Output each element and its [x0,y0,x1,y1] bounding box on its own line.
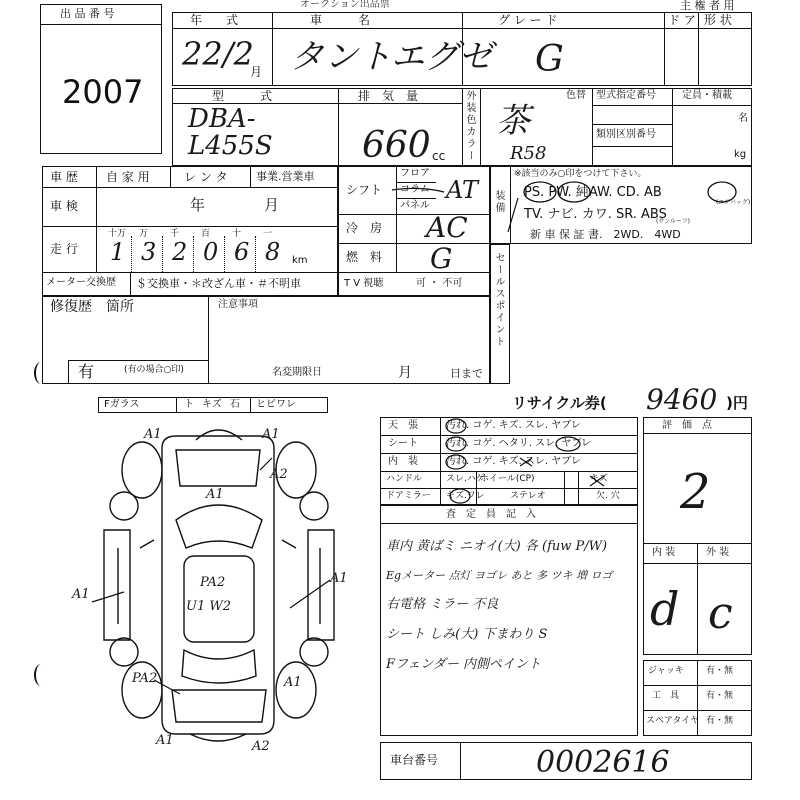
odometer-digit: 1 [110,238,126,266]
dmg-mark-6: A1 [330,571,348,586]
shift-column: コラム [400,184,430,195]
month-label: 月 [250,65,263,79]
dmg-mark-1: A1 [144,427,162,442]
repair-yes-note: (有の場合○印) [124,365,184,375]
shape-label: 形 状 [704,13,732,27]
tv-options: 可 ・ 不可 [416,278,463,289]
usage-label: 車 歴 [50,170,78,184]
equipment-line1: PS. PW. 純AW. CD. AB [524,185,662,200]
inspection-label: 車 検 [50,199,78,213]
usage-private: 自 家 用 [106,170,150,184]
dmg-mark-12: A2 [252,739,270,754]
exterior-color-label: 外装色カラー [464,90,475,162]
glass-opt-3: 石 [230,399,240,410]
ac-value: AC [426,211,468,244]
repair-label: 修復歴 箇所 [50,299,134,315]
tools-options: 有・無 [706,691,734,701]
inspector-line-3: 右電格 ミラー 不良 [386,597,499,612]
odometer-unit: 百 [201,229,211,239]
equipment-line1-sub: (エアバッグ) [716,199,751,206]
stereo-label: ステレオ [510,491,546,501]
rename-month: 月 [398,365,412,381]
car-name-value: タントエグゼ [290,37,493,77]
grade-label: グ レ ー ド [498,13,558,27]
shift-value: AT [446,176,479,204]
dmg-mark-5: A1 [72,587,90,602]
jack-label: ジャッキ [648,666,684,676]
shift-panel: パネル [400,200,430,211]
inspector-line-2: Egメーター 点灯 ヨゴレ あと 多 ツキ 増 ロゴ [386,569,613,582]
chassis-value: 0002616 [536,745,670,780]
shift-label: シフト [346,183,383,197]
model-spec-label: 型式指定番号 [596,90,656,101]
odometer-unit: 千 [170,229,180,239]
inspector-line-5: Fフェンダー 内側ペイント [386,657,541,672]
odometer-digit: 0 [203,238,219,266]
wheel-options: キズ [590,474,608,484]
inspection-year: 年 [190,196,206,214]
km-label: km [292,255,308,266]
fuel-value: G [430,242,453,275]
odometer-digit: 8 [265,238,281,266]
equipment-note: ※該当のみ○印をつけて下さい。 [514,169,647,179]
interior-score-label: 内 装 [652,547,676,558]
rename-deadline: 名変期限日 [272,367,322,378]
inspection-month: 月 [264,196,280,214]
recycle-yen: )円 [726,394,748,412]
meter-label: メーター交換歴 [46,277,116,288]
mileage-label: 走 行 [50,242,78,256]
score-value: 2 [680,464,711,520]
handle-label: ハンドル [386,474,423,484]
salespoint-label: セールスポイント [493,252,504,348]
year-value: 22/2 [182,35,254,73]
ceiling-options: 汚れ. コゲ. キズ. スレ. ヤブレ [446,420,581,431]
year-label: 年 式 [190,13,239,27]
color-change-label: 色替 [566,90,586,101]
inspector-line-1: 車内 黄ばミ ニオイ(大) 各 (fuw P/W) [386,539,608,554]
displacement-label: 排 気 量 [358,89,419,103]
odometer-digit: 3 [141,238,157,266]
odometer-unit: 万 [139,229,149,239]
odometer-digit: 2 [172,238,188,266]
car-label: 車 名 [310,13,371,27]
shift-floor: フロア [400,168,430,179]
chassis-label: 車台番号 [390,753,439,767]
recycle-value: 9460 [646,383,718,416]
dmg-mark-9: PA2 [132,671,158,686]
door-label: ド ア [668,13,696,27]
lot-label: 出 品 番 号 [60,7,115,20]
dmg-mark-8: U1 W2 [186,599,231,614]
punch-hole-bottom [34,664,48,686]
odometer-unit: 十 [232,229,242,239]
exterior-grade: c [708,588,733,639]
model-code-value: DBA- L455S [188,104,273,162]
odometer-unit: 十万 [108,229,127,239]
repair-yes: 有 [78,362,95,381]
model-label: 型 式 [212,89,273,103]
meter-options: ＄交換車・＊改ざん車・＃不明車 [136,277,301,290]
glass-opt-1: ト [184,399,194,410]
score-label: 評 価 点 [662,420,712,431]
usage-rental: レ ン タ [184,170,228,184]
color-value: 茶 [496,101,530,141]
form-title: オークション出品票 [300,0,390,10]
recycle-label: リサイクル券( [512,394,607,412]
usage-business: 事業.営業車 [256,170,315,183]
cc-label: cc [432,149,446,163]
dmg-mark-4: A1 [206,487,224,502]
lot-number: 2007 [62,73,144,111]
inspector-line-4: シート しみ(大) 下まわり S [386,627,548,642]
inspector-title: 査 定 員 記 入 [446,509,536,520]
glass-label: Fガラス [104,399,140,410]
equipment-line3: 新 車 保 証 書. 2WD. 4WD [530,228,681,241]
capacity-label: 定員・積載 [682,90,732,101]
dmg-mark-3: A2 [270,467,288,482]
capacity-unit-kg: kg [734,149,747,160]
color-code-value: R58 [510,143,547,164]
grade-value: G [535,39,564,80]
dmg-mark-11: A1 [156,733,174,748]
interior-options: 汚れ. コゲ. キズ. スレ. ヤブレ [446,456,581,467]
spare-options: 有・無 [706,716,734,726]
interior-grade: d [650,582,680,636]
stereo-options: 欠. 穴 [596,491,620,501]
glass-opt-4: ヒビワレ [256,399,296,410]
equipment-line2-sub: (サンルーフ) [656,218,690,225]
glass-opt-2: キズ [202,399,222,410]
odometer-unit: 一 [263,229,273,239]
exterior-score-label: 外 装 [706,547,730,558]
rename-day: 日まで [450,367,483,380]
equipment-label: 装備 [493,190,504,214]
mirror-options: キズ.ワレ [446,491,485,501]
notes-label: 注意事項 [218,299,258,310]
mirror-label: ドアミラー [386,491,431,501]
equipment-line2: TV. ナビ. カワ. SR. ABS [524,207,667,222]
dmg-mark-10: A1 [284,675,302,690]
handle-options: スレ.ハゲ [446,474,485,484]
seat-options: 汚れ. コゲ. ヘタリ. スレ. ヤブレ [446,438,592,449]
seat-label: シート [388,438,418,449]
tv-label: T V 視聴 [344,278,384,289]
owner-label: 主 権 者 用 [680,0,735,12]
ceiling-label: 天 張 [388,420,418,431]
ac-label: 冷 房 [346,221,383,235]
odometer-digit: 6 [234,238,250,266]
fuel-label: 燃 料 [346,250,383,264]
punch-hole-top [34,362,48,384]
jack-options: 有・無 [706,666,734,676]
tools-label: 工 具 [652,691,680,701]
dmg-mark-7: PA2 [200,575,226,590]
capacity-unit-mei: 名 [738,113,748,124]
interior-label: 内 装 [388,456,418,467]
spare-label: スペアタイヤ [646,716,700,726]
displacement-value: 660 [362,125,431,166]
dmg-mark-2: A1 [262,427,280,442]
class-no-label: 類別区別番号 [596,129,656,140]
wheel-label: ホイール(CP) [480,474,535,484]
